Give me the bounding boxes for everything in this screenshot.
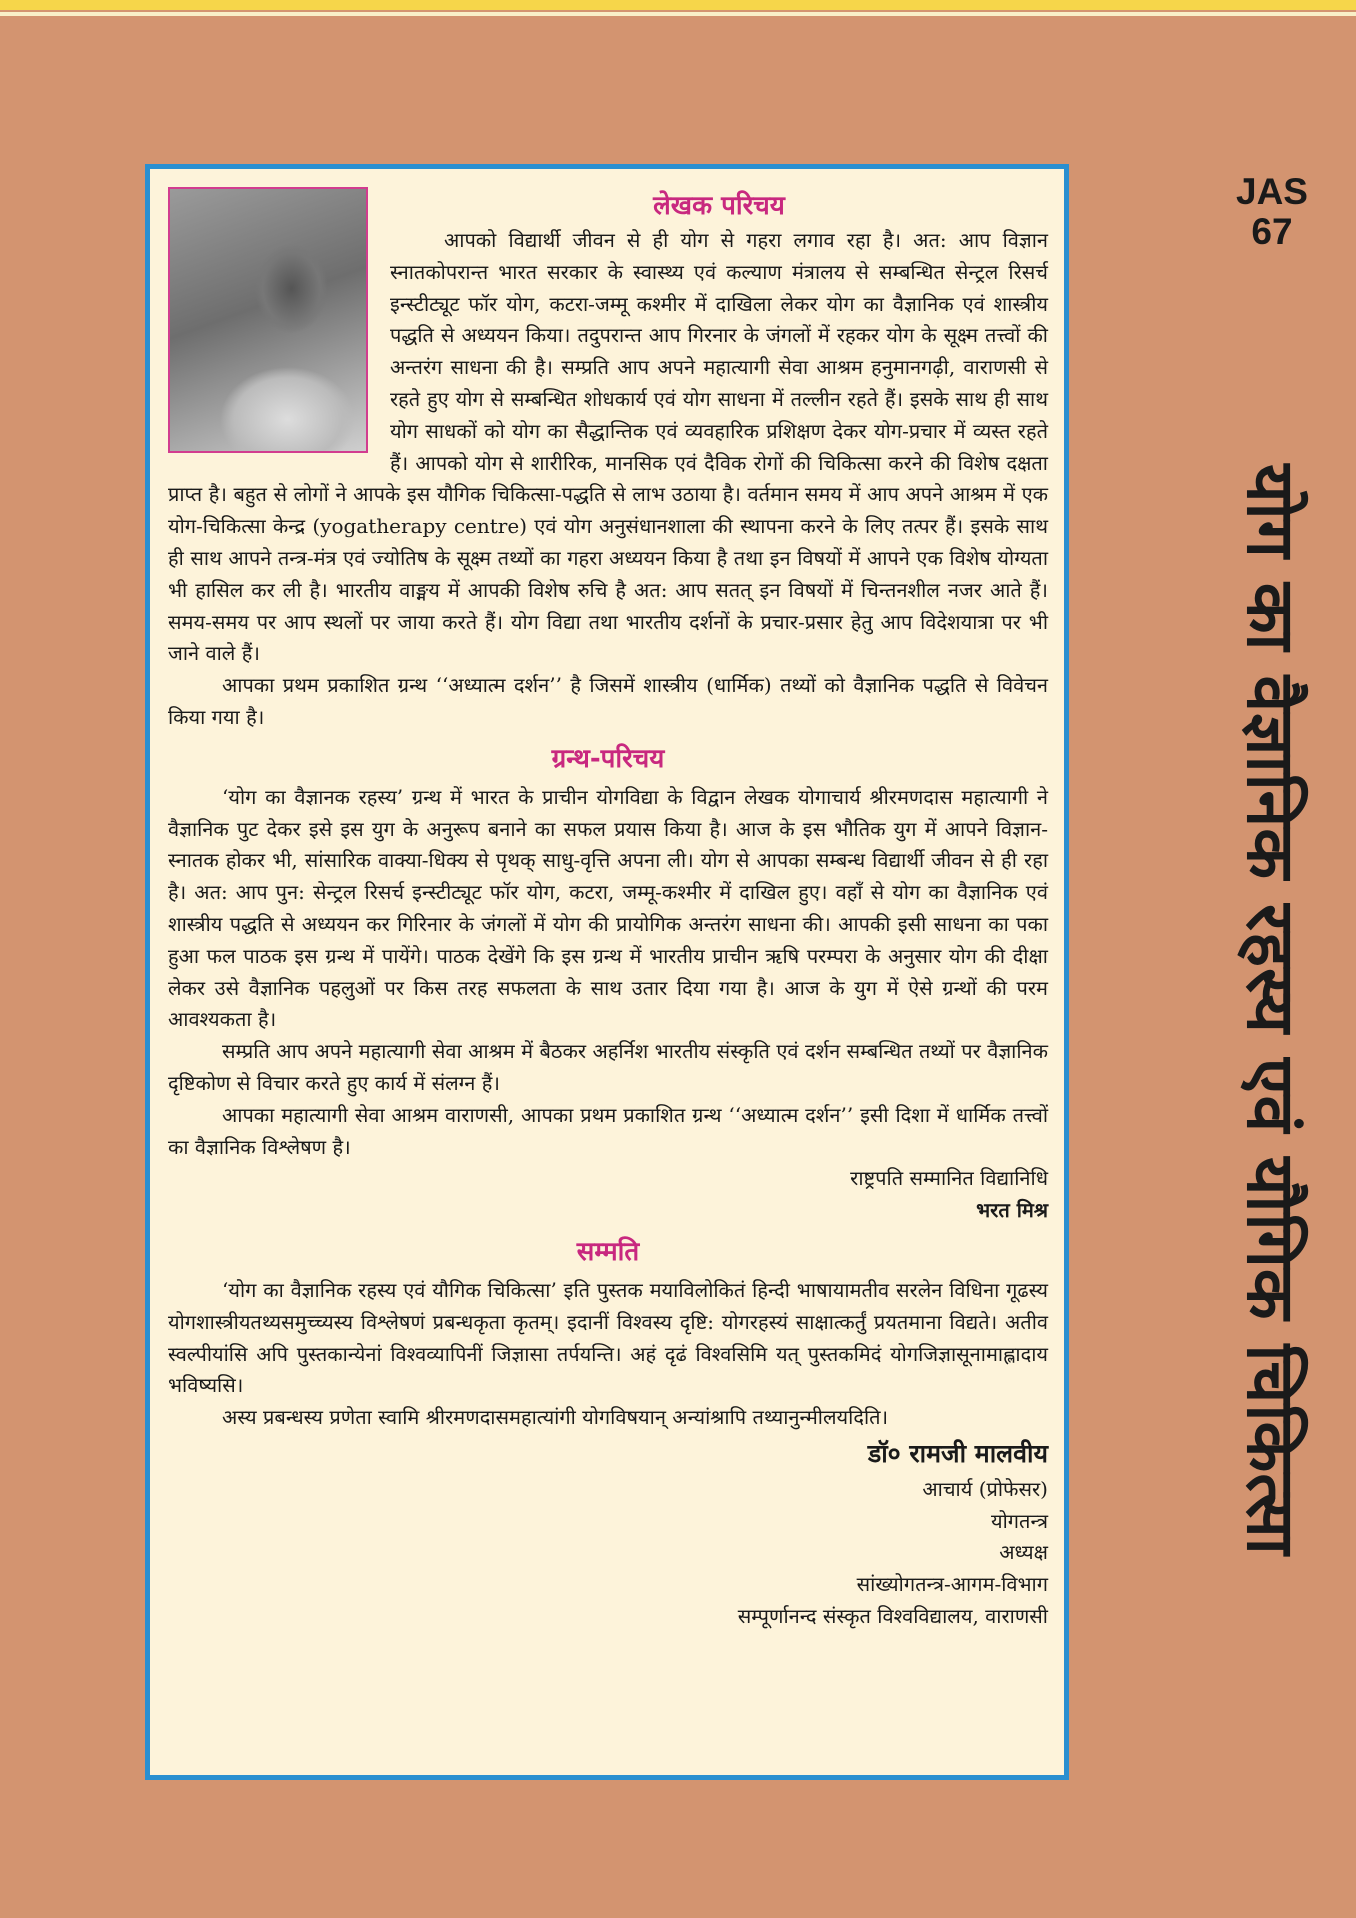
book-paragraph-1: ‘योग का वैज्ञानक रहस्य’ ग्रन्थ में भारत के प्राचीन योगविद्या के विद्वान लेखक योगाचार्य श्रीरमणदास महात्यागी ने वैज्ञानिक पुट देकर इसे इस युग के अनुरूप बनाने का सफल प्रयास किया है। आज के इस भौतिक युग में आपने विज्ञान-स्नातक होकर भी, सांसारिक वाक्या-धिक्य से पृथक् साधु-वृत्ति अपना ली। योग से आपका सम्बन्ध विद्यार्थी जीवन से ही रहा है। अत: आप पुन: सेन्ट्रल रिसर्च इन्स्टीट्यूट फॉर योग, कटरा, जम्मू-कश्मीर में दाखिल हुए। वहाँ से योग का वैज्ञानिक एवं शास्त्रीय पद्धति से अध्ययन कर गिरिनार के जंगलों में योग की प्रायोगिक अन्तरंग साधना की। आपकी इसी साधना का पका हुआ फल पाठक इस ग्रन्थ में पायेंगे। पाठक देखेंगे कि इस ग्रन्थ में भारतीय प्राचीन ऋषि परम्परा के अनुसार योग की दीक्षा लेकर उसे वैज्ञानिक पहलुओं पर किस तरह सफलता के साथ उतार दिया गया है। आज के युग में ऐसे ग्रन्थों की परम आवश्यकता है।: [168, 784, 1048, 1032]
author-photo: [168, 187, 368, 453]
book-signature-title: राष्ट्रपति सम्मानित विद्यानिधि: [850, 1166, 1048, 1191]
book-paragraph-3: आपका महात्यागी सेवा आश्रम वाराणसी, आपका प्रथम प्रकाशित ग्रन्थ ‘‘अध्यात्म दर्शन’’ इसी दिशा में धार्मिक तत्त्वों का वैज्ञानिक विश्लेषण है।: [168, 1102, 1048, 1159]
author-heading: लेखक परिचय: [653, 191, 785, 221]
book-code: [1222, 172, 1322, 252]
opinion-signature-name: डॉ० रामजी मालवीय: [867, 1438, 1048, 1468]
top-yellow-band: [0, 0, 1356, 10]
top-light-line: [0, 12, 1356, 16]
opinion-heading: सम्मति: [576, 1236, 640, 1267]
opinion-signature-line-3: अध्यक्ष: [999, 1540, 1048, 1565]
opinion-paragraph-1: ‘योग का वैज्ञानिक रहस्य एवं यौगिक चिकित्सा’ इति पुस्तक मयाविलोकितं हिन्दी भाषायामतीव सरलेन विधिना गूढस्य योगशास्त्रीयतथ्यसमुच्च्यस्य विश्लेषणं प्रबन्धकृता कृतम्। इदानीं विश्वस्य दृष्टि: योगरहस्यं साक्षात्कर्तुं प्रयतमाना विद्यते। अतीव स्वल्पीयांसि अपि पुस्तकान्येनां विश्वव्यापिनीं जिज्ञासा तर्पयन्ति। अहं दृढं विश्वसिमि यत् पुस्तकमिदं योगजिज्ञासूनामाह्लादाय भविष्यसि।: [168, 1277, 1048, 1398]
book-code-line2: 67: [1251, 211, 1293, 252]
text-panel: [145, 164, 1069, 1780]
book-heading: ग्रन्थ-परिचय: [551, 743, 665, 774]
spine-title: योग का वैज्ञानिक रहस्य एवं यौगिक चिकित्सा: [1232, 464, 1309, 1556]
opinion-signature-line-5: सम्पूर्णानन्द संस्कृत विश्वविद्यालय, वाराणसी: [737, 1604, 1048, 1629]
author-paragraph-1: आपको विद्यार्थी जीवन से ही योग से गहरा लगाव रहा है। अत: आप विज्ञान स्नातकोपरान्त भारत सरकार के स्वास्थ्य एवं कल्याण मंत्रालय से सम्बन्धित सेन्ट्रल रिसर्च इन्स्टीट्यूट फॉर योग, कटरा-जम्मू कश्मीर में दाखिला लेकर योग का वैज्ञानिक एवं शास्त्रीय पद्धति से अध्ययन किया। तदुपरान्त आप गिरनार के जंगलों में रहकर योग के सूक्ष्म तत्त्वों की अन्तरंग साधना की है। सम्प्रति आप अपने महात्यागी सेवा आश्रम हनुमानगढ़ी, वाराणसी से रहते हुए योग से सम्बन्धित शोधकार्य एवं योग साधना में तल्लीन रहते हैं। इसके साथ ही साथ योग साधकों को योग का सैद्धान्तिक एवं व्यवहारिक प्रशिक्षण देकर योग-प्रचार में व्यस्त रहते हैं। आपको योग से शारीरिक, मानसिक एवं दैविक रोगों की चिकित्सा करने की विशेष दक्षता प्राप्त है। बहुत से लोगों ने आपके इस यौगिक चिकित्सा-पद्धति से लाभ उठाया है। वर्तमान समय में आप अपने आश्रम में एक योग-चिकित्सा केन्द्र (yogatherapy centre) एवं योग अनुसंधानशाला की स्थापना करने के लिए तत्पर हैं। इसके साथ ही साथ आपने तन्त्र-मंत्र एवं ज्योतिष के सूक्ष्म तथ्यों का गहरा अध्ययन किया है तथा इन विषयों में आपने एक विशेष योग्यता भी हासिल कर ली है। भारतीय वाङ्मय में आपकी विशेष रुचि है अत: आप सतत् इन विषयों में चिन्तनशील नजर आते हैं। समय-समय पर आप स्थलों पर जाया करते हैं। योग विद्या तथा भारतीय दर्शनों के प्रचार-प्रसार हेतु आप विदेशयात्रा पर भी जाने वाले हैं।: [168, 228, 1048, 666]
book-paragraph-2: सम्प्रति आप अपने महात्यागी सेवा आश्रम में बैठकर अहर्निश भारतीय संस्कृति एवं दर्शन सम्बन्धित तथ्यों पर वैज्ञानिक दृष्टिकोण से विचार करते हुए कार्य में संलग्न हैं।: [168, 1039, 1048, 1095]
author-paragraph-2: आपका प्रथम प्रकाशित ग्रन्थ ‘‘अध्यात्म दर्शन’’ है जिसमें शास्त्रीय (धार्मिक) तथ्यों को वैज्ञानिक पद्धति से विवेचन किया गया है।: [168, 673, 1048, 729]
opinion-signature-line-2: योगतन्त्र: [991, 1508, 1048, 1533]
opinion-paragraph-2: अस्य प्रबन्धस्य प्रणेता स्वामि श्रीरमणदासमहात्यांगी योगविषयान् अन्यांश्रापि तथ्यानुन्मीलयदिति।: [222, 1405, 889, 1430]
opinion-signature-line-4: सांख्योगतन्त्र-आगम-विभाग: [856, 1572, 1048, 1597]
opinion-signature-line-1: आचार्य (प्रोफेसर): [922, 1476, 1048, 1501]
book-code-line1: JAS: [1236, 171, 1308, 212]
book-signature-name: भरत मिश्र: [976, 1198, 1048, 1223]
